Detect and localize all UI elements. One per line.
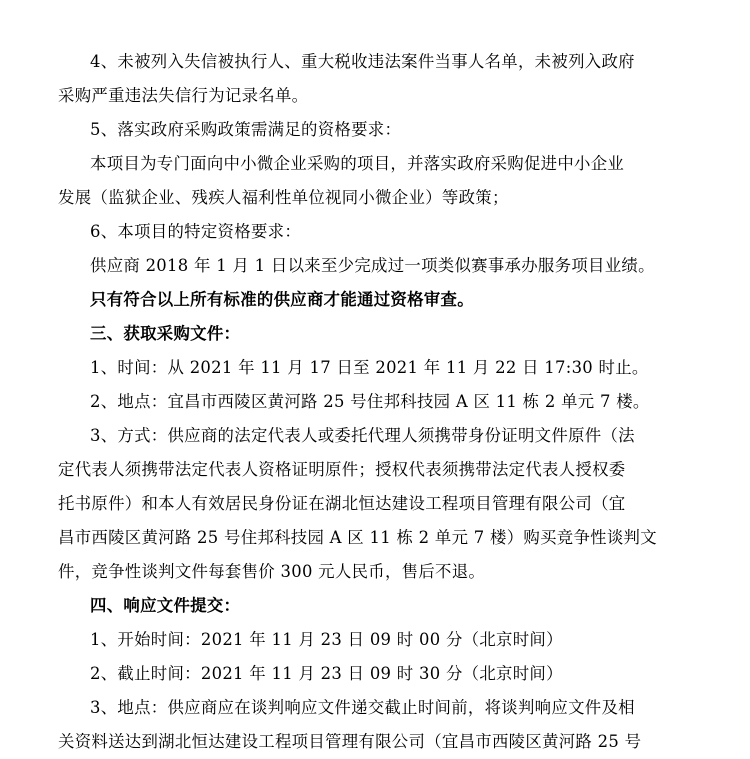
paragraph-line: 昌市西陵区黄河路 25 号住邦科技园 A 区 11 栋 2 单元 7 楼）购买竞争性谈判文 — [58, 528, 657, 547]
paragraph-line: 4、未被列入失信被执行人、重大税收违法案件当事人名单，未被列入政府 — [90, 52, 635, 71]
paragraph-line: 1、时间：从 2021 年 11 月 17 日至 2021 年 11 月 22 日 17:30 时止。 — [90, 358, 649, 377]
bold-statement: 只有符合以上所有标准的供应商才能通过资格审查。 — [90, 290, 474, 309]
paragraph-line: 3、方式：供应商的法定代表人或委托代理人须携带身份证明文件原件（法 — [90, 426, 635, 445]
paragraph-line: 6、本项目的特定资格要求： — [90, 222, 302, 241]
paragraph-line: 1、开始时间：2021 年 11 月 23 日 09 时 00 分（北京时间） — [90, 630, 563, 649]
paragraph-line: 2、地点：宜昌市西陵区黄河路 25 号住邦科技园 A 区 11 栋 2 单元 7 楼。 — [90, 392, 650, 411]
paragraph-line: 关资料送达到湖北恒达建设工程项目管理有限公司（宜昌市西陵区黄河路 25 号 — [58, 732, 642, 751]
paragraph-line: 托书原件）和本人有效居民身份证在湖北恒达建设工程项目管理有限公司（宜 — [58, 494, 626, 513]
paragraph-line: 本项目为专门面向中小微企业采购的项目，并落实政府采购促进中小企业 — [90, 154, 625, 173]
section-heading: 三、获取采购文件： — [90, 324, 241, 343]
paragraph-line: 2、截止时间：2021 年 11 月 23 日 09 时 30 分（北京时间） — [90, 664, 563, 683]
section-heading: 四、响应文件提交： — [90, 596, 241, 615]
paragraph-line: 件，竞争性谈判文件每套售价 300 元人民币，售后不退。 — [58, 562, 486, 581]
paragraph-line: 3、地点：供应商应在谈判响应文件递交截止时间前，将谈判响应文件及相 — [90, 698, 635, 717]
paragraph-line: 供应商 2018 年 1 月 1 日以来至少完成过一项类似赛事承办服务项目业绩。 — [90, 256, 655, 275]
paragraph-line: 定代表人须携带法定代表人资格证明原件；授权代表须携带法定代表人授权委 — [58, 460, 626, 479]
paragraph-line: 发展（监狱企业、残疾人福利性单位视同小微企业）等政策； — [58, 188, 509, 207]
paragraph-line: 采购严重违法失信行为记录名单。 — [58, 86, 309, 105]
paragraph-line: 5、落实政府采购政策需满足的资格要求： — [90, 120, 402, 139]
